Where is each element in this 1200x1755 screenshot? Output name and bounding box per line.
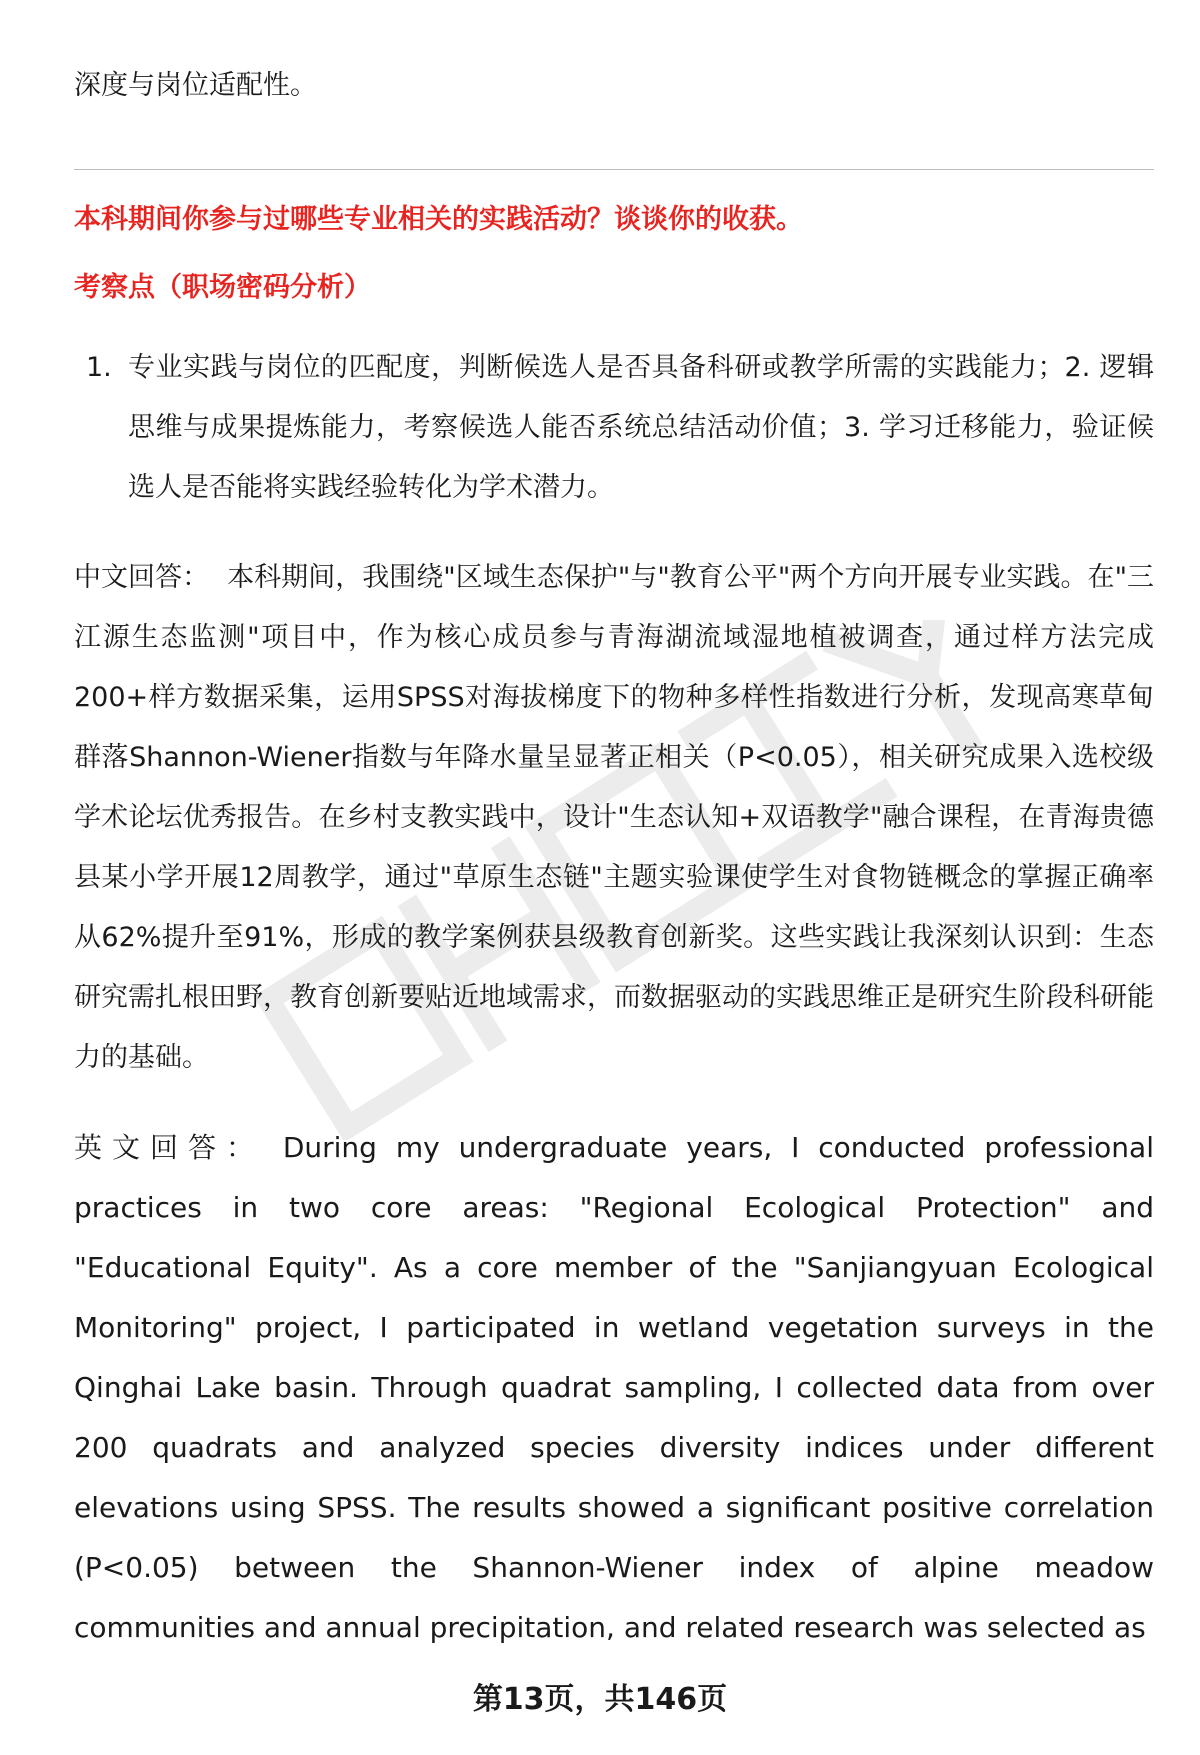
section-divider xyxy=(74,169,1154,170)
focus-points-list xyxy=(74,338,1154,518)
english-answer-text: During my undergraduate years, I conducted professional practices in two core areas: "Regional Ecological Protection" and "Educational Equity". As a core member of the "Sanjiangyuan Ecological Monitoring" project, I participated in wetland vegetation surveys in the Qinghai Lake basin. Through quadrat sampling, I collected data from over 200 quadrats and analyzed species diversity indices under different elevations using SPSS. The results showed a significant positive correlation (P<0.05) between the Shannon-Wiener index of alpine meadow communities and annual precipitation, and related research was selected as xyxy=(74,1131,1154,1644)
page-number: 第13页，共146页 xyxy=(472,1682,728,1717)
english-answer-label: 英文回答： xyxy=(74,1131,264,1164)
list-item-number: 1. xyxy=(86,352,112,383)
list-item xyxy=(74,338,1154,518)
chinese-answer-text: 本科期间，我围绕"区域生态保护"与"教育公平"两个方向开展专业实践。在"三江源生态监测"项目中，作为核心成员参与青海湖流域湿地植被调查，通过样方法完成200+样方数据采集，运用SPSS对海拔梯度下的物种多样性指数进行分析，发现高寒草甸群落Shannon-Wiener指数与年降水量呈显著正相关（P<0.05），相关研究成果入选校级学术论坛优秀报告。在乡村支教实践中，设计"生态认知+双语教学"融合课程，在青海贵德县某小学开展12周教学，通过"草原生态链"主题实验课使学生对食物链概念的掌握正确率从62%提升至91%，形成的教学案例获县级教育创新奖。这些实践让我深刻认识到：生态研究需扎根田野，教育创新要贴近地域需求，而数据驱动的实践思维正是研究生阶段科研能力的基础。 xyxy=(74,562,1155,1073)
chinese-answer xyxy=(74,548,1154,1088)
chinese-answer-label: 中文回答： xyxy=(74,562,210,593)
interview-question: 本科期间你参与过哪些专业相关的实践活动？谈谈你的收获。 xyxy=(74,204,803,235)
page-content xyxy=(74,56,1154,1658)
previous-answer-fragment: 深度与岗位适配性。 xyxy=(74,70,317,101)
english-answer xyxy=(74,1118,1154,1658)
list-item-text: 专业实践与岗位的匹配度，判断候选人是否具备科研或教学所需的实践能力；2. 逻辑思维与成果提炼能力，考察候选人能否系统总结活动价值；3. 学习迁移能力，验证候选人是否能将实践经验转化为学术潜力。 xyxy=(128,352,1154,503)
focus-heading: 考察点（职场密码分析） xyxy=(74,272,371,303)
